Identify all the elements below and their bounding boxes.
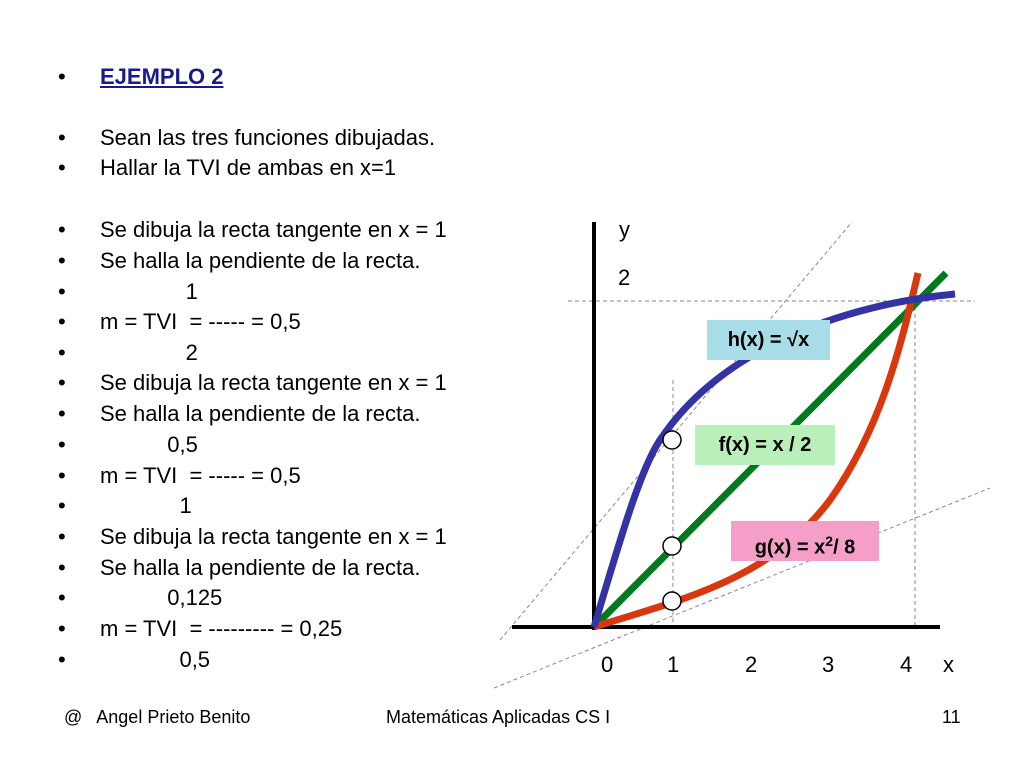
bullet-marker: •: [58, 432, 66, 457]
footer-page-number: 11: [942, 707, 961, 727]
label-g-tail: / 8: [833, 536, 856, 559]
y-tick-label-2: 2: [618, 265, 631, 290]
bullet-text: EJEMPLO 2: [100, 64, 224, 89]
bullet-marker: •: [58, 217, 66, 242]
marker-h: [663, 431, 681, 449]
x-tick-label: 1: [667, 652, 680, 677]
bullet-text: 2: [100, 340, 198, 365]
bullet-marker: •: [58, 647, 66, 672]
label-f-function: f(x) = x / 2: [695, 425, 835, 465]
x-tick-label: 0: [601, 652, 614, 677]
bullet-text: 1: [100, 279, 198, 304]
bullet-marker: •: [58, 555, 66, 580]
bullet-marker: •: [58, 616, 66, 641]
bullet-marker: •: [58, 309, 66, 334]
bullet-text: Sean las tres funciones dibujadas.: [100, 125, 436, 150]
label-g-function: [731, 521, 879, 561]
bullet-text: Se dibuja la recta tangente en x = 1: [100, 217, 447, 242]
x-tick-label: 2: [745, 652, 758, 677]
bullet-text: Se halla la pendiente de la recta.: [100, 401, 421, 426]
bullet-marker: •: [58, 340, 66, 365]
bullet-marker: •: [58, 463, 66, 488]
bullet-marker: •: [58, 279, 66, 304]
bullet-text: Se dibuja la recta tangente en x = 1: [100, 370, 447, 395]
bullet-text: 0,5: [100, 432, 198, 457]
footer-author: @ Angel Prieto Benito: [64, 707, 251, 727]
y-axis-label: y: [619, 217, 630, 242]
footer-course: Matemáticas Aplicadas CS I: [386, 707, 611, 727]
bullet-text: Se halla la pendiente de la recta.: [100, 248, 421, 273]
bullet-marker: •: [58, 125, 66, 150]
bullet-marker: •: [58, 585, 66, 610]
marker-g: [663, 592, 681, 610]
bullet-list: [0, 0, 540, 700]
bullet-marker: •: [58, 64, 66, 89]
bullet-marker: •: [58, 493, 66, 518]
bullet-marker: •: [58, 155, 66, 180]
bullet-text: Hallar la TVI de ambas en x=1: [100, 155, 397, 180]
bullet-text: Se dibuja la recta tangente en x = 1: [100, 524, 447, 549]
bullet-text: Se halla la pendiente de la recta.: [100, 555, 421, 580]
bullet-text: 0,5: [100, 647, 211, 672]
bullet-text: m = TVI = ----- = 0,5: [100, 463, 301, 488]
label-g-main: g(x) = x: [754, 536, 826, 559]
bullet-marker: •: [58, 524, 66, 549]
bullet-text: 0,125: [100, 585, 223, 610]
label-g-exponent: 2: [825, 533, 834, 549]
bullet-text: 1: [100, 493, 192, 518]
bullet-text: m = TVI = --------- = 0,25: [100, 616, 343, 641]
x-tick-label: 3: [822, 652, 835, 677]
tangent-line-g: [494, 488, 990, 688]
x-tick-label: 4: [900, 652, 913, 677]
bullet-marker: •: [58, 370, 66, 395]
bullet-text: m = TVI = ----- = 0,5: [100, 309, 301, 334]
x-axis-label: x: [943, 652, 954, 677]
label-h-function: h(x) = √x: [707, 320, 830, 360]
marker-f: [663, 537, 681, 555]
bullet-marker: •: [58, 401, 66, 426]
bullet-marker: •: [58, 248, 66, 273]
